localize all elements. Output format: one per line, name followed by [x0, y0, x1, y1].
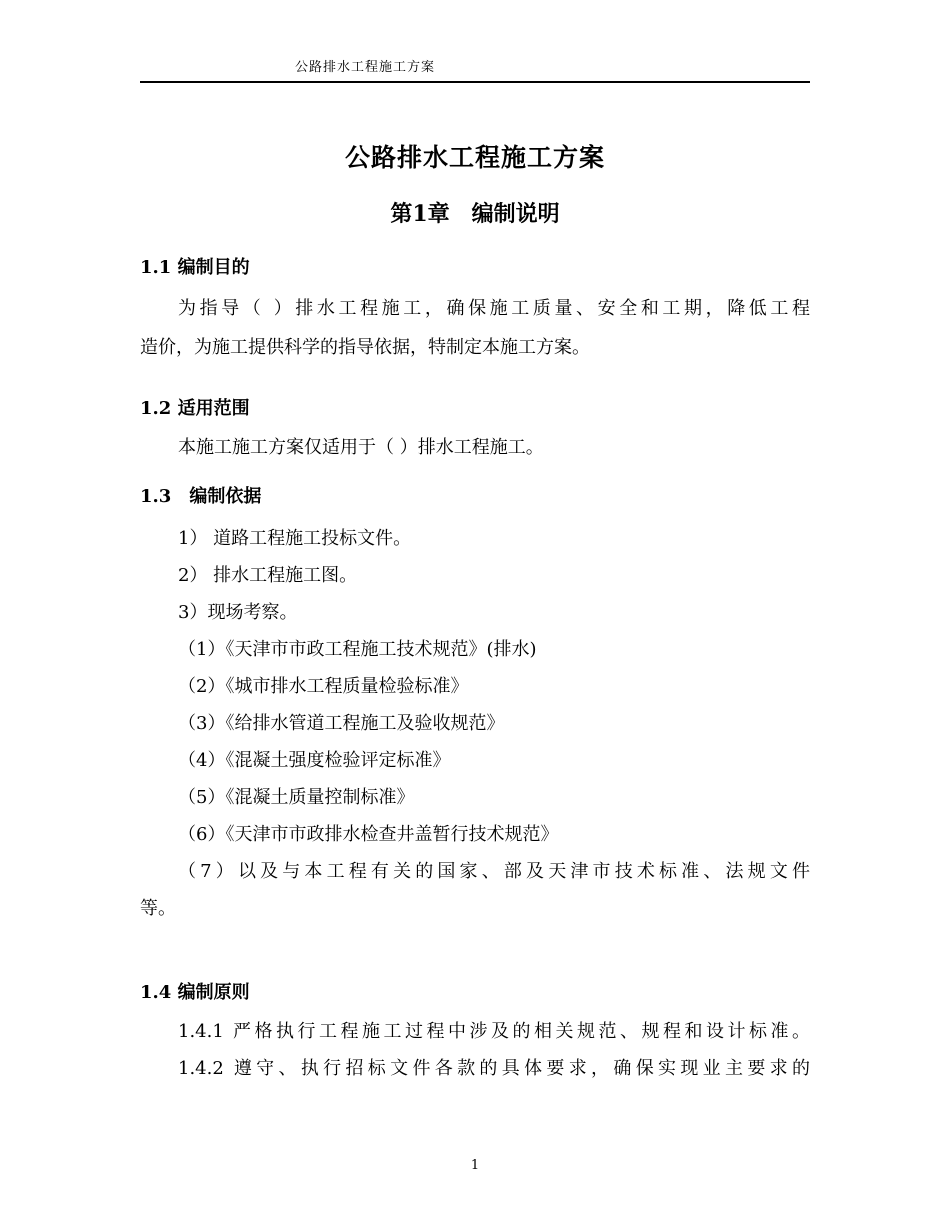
- list-item: （4）《混凝土强度检验评定标准》: [178, 750, 451, 771]
- section-heading-1-1: 1.1 编制目的: [140, 257, 250, 278]
- section-heading-1-4: 1.4 编制原则: [140, 982, 250, 1003]
- document-title: 公路排水工程施工方案: [344, 143, 605, 172]
- list-item: （5）《混凝土质量控制标准》: [178, 787, 415, 808]
- list-item: （7）以及与本工程有关的国家、部及天津市技术标准、法规文件: [178, 861, 810, 882]
- list-item: （2）《城市排水工程质量检验标准》: [178, 676, 469, 697]
- list-item-continuation: 等。: [140, 898, 176, 919]
- paragraph-line: 造价，为施工提供科学的指导依据，特制定本施工方案。: [140, 337, 590, 358]
- list-item: （1）《天津市市政工程施工技术规范》(排水): [178, 639, 537, 660]
- list-item: 1.4.1 严格执行工程施工过程中涉及的相关规范、规程和设计标准。: [178, 1021, 810, 1042]
- list-item: （6）《天津市市政排水检查井盖暂行技术规范》: [178, 824, 559, 845]
- page-number: 1: [470, 1158, 480, 1173]
- list-item: （3）《给排水管道工程施工及验收规范》: [178, 713, 505, 734]
- list-item: 1.4.2 遵守、执行招标文件各款的具体要求，确保实现业主要求的: [178, 1058, 810, 1079]
- section-heading-1-2: 1.2 适用范围: [140, 398, 250, 419]
- header-divider: [140, 81, 810, 83]
- section-heading-1-3: 1.3 编制依据: [140, 486, 262, 507]
- paragraph-line: 为指导（ ）排水工程施工，确保施工质量、安全和工期，降低工程: [178, 298, 810, 319]
- paragraph-line: 本施工施工方案仅适用于（ ）排水工程施工。: [178, 437, 544, 458]
- list-item: 2） 排水工程施工图。: [178, 565, 358, 586]
- list-item: 1） 道路工程施工投标文件。: [178, 528, 412, 549]
- chapter-title: 第1章 编制说明: [390, 201, 560, 227]
- running-header-title: 公路排水工程施工方案: [295, 60, 436, 75]
- list-item: 3）现场考察。: [178, 602, 298, 623]
